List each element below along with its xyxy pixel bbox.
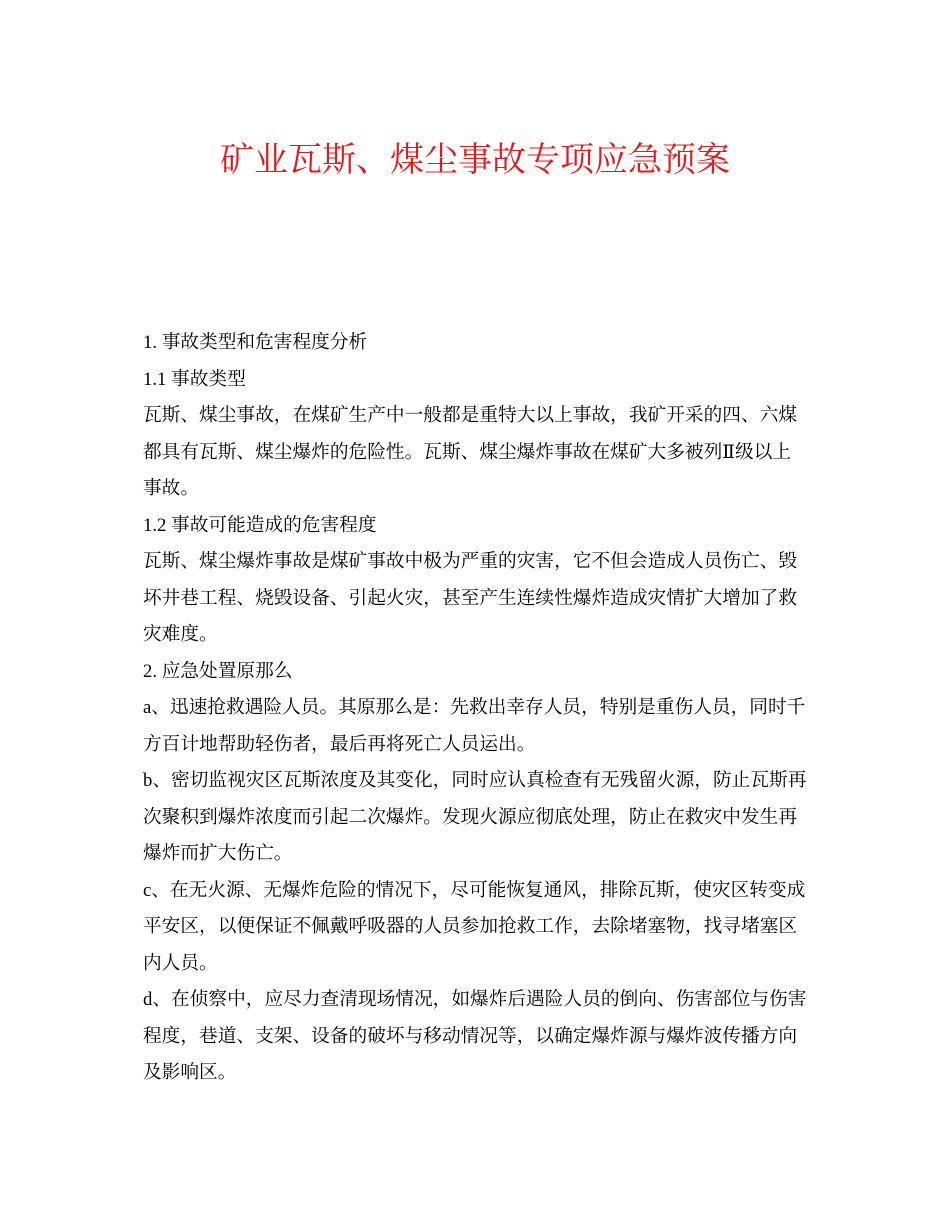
paragraph-line: 平安区，以便保证不佩戴呼吸器的人员参加抢救工作，去除堵塞物，找寻堵塞区 (143, 916, 798, 937)
subsection-heading: 1.2 事故可能造成的危害程度 (143, 514, 377, 536)
paragraph-line: d、在侦察中，应尽力查清现场情况，如爆炸后遇险人员的倒向、伤害部位与伤害 (143, 989, 807, 1010)
subsection-1-1 (143, 362, 903, 508)
list-item-a (143, 690, 903, 763)
paragraph-line: 瓦斯、煤尘爆炸事故是煤矿事故中极为严重的灾害，它不但会造成人员伤亡、毁 (143, 551, 798, 572)
paragraph-line: a、迅速抢救遇险人员。其原那么是：先救出幸存人员，特别是重伤人员，同时千 (143, 697, 806, 718)
paragraph-line: 事故。 (143, 478, 200, 499)
paragraph-line: 瓦斯、煤尘事故，在煤矿生产中一般都是重特大以上事故，我矿开采的四、六煤 (143, 405, 798, 426)
list-item-c (143, 873, 903, 983)
paragraph-line: 及影响区。 (143, 1062, 237, 1083)
paragraph-line: b、密切监视灾区瓦斯浓度及其变化，同时应认真检查有无残留火源，防止瓦斯再 (143, 770, 807, 791)
section-heading: 2. 应急处置原那么 (143, 660, 293, 682)
list-item-d (143, 982, 903, 1092)
section-1 (143, 325, 903, 654)
subsection-1-2 (143, 508, 903, 654)
paragraph-line: c、在无火源、无爆炸危险的情况下，尽可能恢复通风，排除瓦斯，使灾区转变成 (143, 879, 806, 901)
list-item-b (143, 763, 903, 873)
paragraph-line: 爆炸而扩大伤亡。 (143, 843, 293, 864)
subsection-heading: 1.1 事故类型 (143, 368, 246, 390)
document-title: 矿业瓦斯、煤尘事故专项应急预案 (220, 140, 730, 180)
paragraph-line: 都具有瓦斯、煤尘爆炸的危险性。瓦斯、煤尘爆炸事故在煤矿大多被列Ⅱ级以上 (143, 441, 792, 463)
paragraph-line: 灾难度。 (143, 624, 218, 645)
paragraph-line: 次聚积到爆炸浓度而引起二次爆炸。发现火源应彻底处理，防止在救灾中发生再 (143, 806, 798, 828)
paragraph-line: 程度，巷道、支架、设备的破坏与移动情况等，以确定爆炸源与爆炸波传播方向 (143, 1025, 798, 1047)
paragraph-line: 内人员。 (143, 952, 218, 974)
section-heading: 1. 事故类型和危害程度分析 (143, 332, 368, 353)
paragraph-line: 坏井巷工程、烧毁设备、引起火灾，甚至产生连续性爆炸造成灾情扩大增加了救 (143, 587, 798, 609)
section-2 (143, 654, 903, 1092)
paragraph-line: 方百计地帮助轻伤者，最后再将死亡人员运出。 (143, 733, 536, 755)
document-body (143, 325, 903, 1092)
